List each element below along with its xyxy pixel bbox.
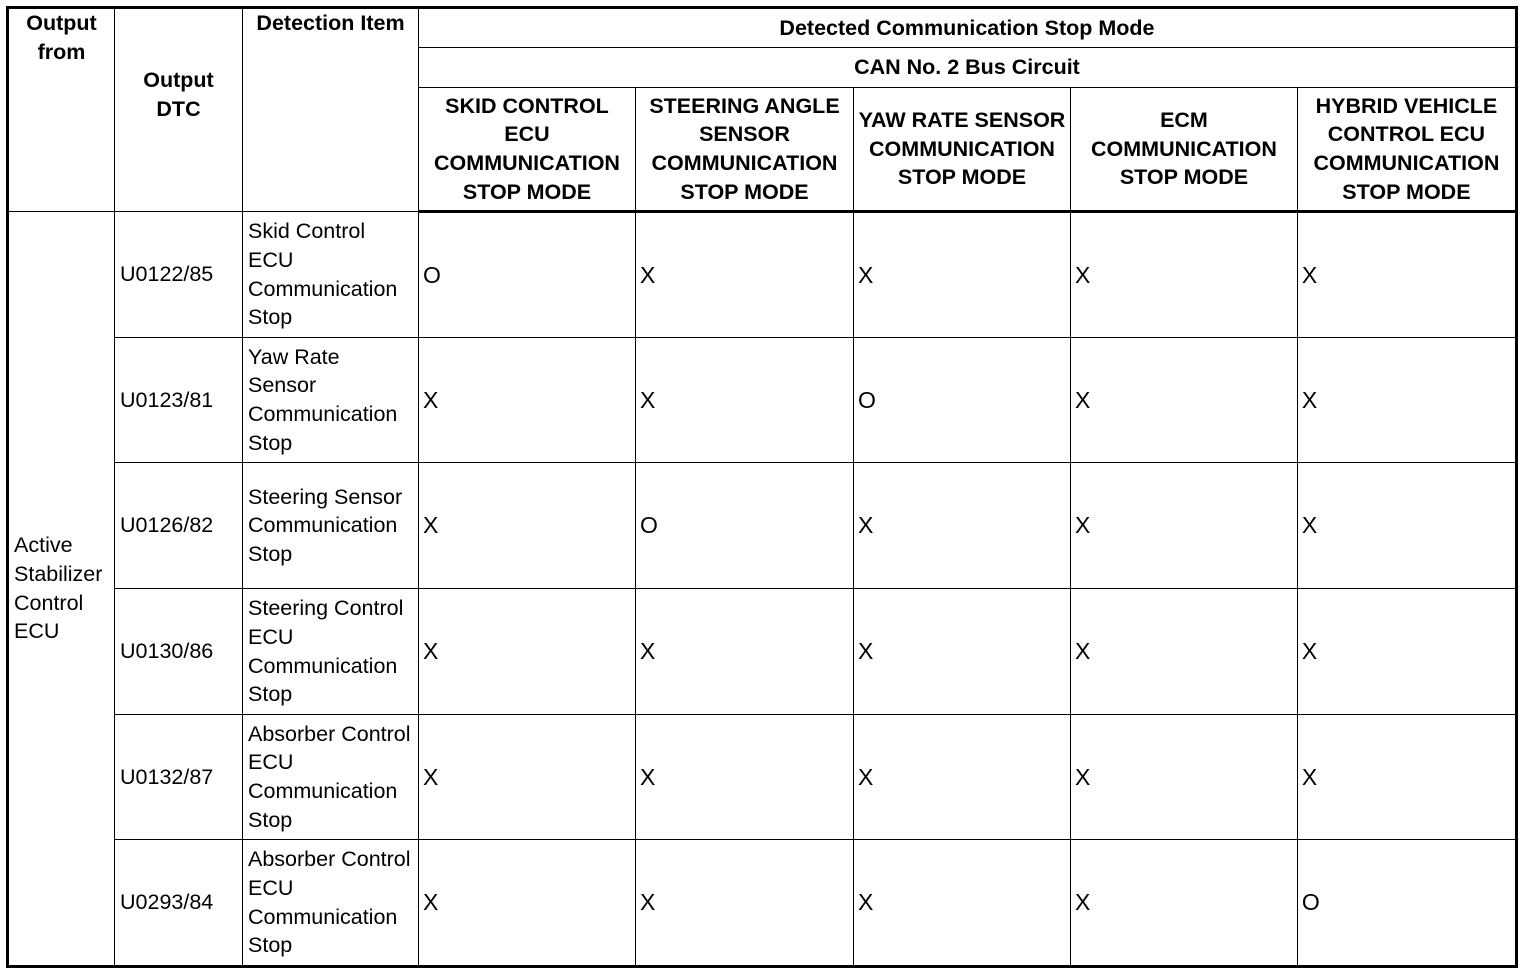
mode-mark-cell: O — [854, 338, 1071, 463]
header-detection-item: Detection Item — [243, 8, 419, 212]
mode-mark-cell: X — [1071, 463, 1298, 589]
mode-mark-cell: X — [419, 463, 636, 589]
detection-item-cell: Steering Sensor Communication Stop — [243, 463, 419, 589]
detection-item-cell: Absorber Control ECU Communication Stop — [243, 840, 419, 967]
table-row — [8, 338, 1517, 463]
mode-mark-cell: X — [419, 589, 636, 715]
mode-mark-cell: X — [636, 338, 854, 463]
header-mode-hv: HYBRID VEHICLE CONTROL ECU COMMUNICATION STOP MODE — [1297, 88, 1516, 212]
mode-mark-cell: X — [636, 589, 854, 715]
dtc-cell: U0122/85 — [115, 212, 243, 338]
header-mode-steering: STEERING ANGLE SENSOR COMMUNICATION STOP MODE — [636, 88, 854, 212]
output-from-cell: Active Stabilizer Control ECU — [8, 212, 115, 967]
mode-mark-cell: O — [1297, 840, 1516, 967]
mode-mark-cell: X — [854, 463, 1071, 589]
table-row — [8, 840, 1517, 967]
header-output-from: Output from — [8, 8, 115, 212]
mode-mark-cell: X — [1297, 715, 1516, 840]
dtc-cell: U0293/84 — [115, 840, 243, 967]
mode-mark-cell: X — [636, 840, 854, 967]
detection-item-cell: Yaw Rate Sensor Communication Stop — [243, 338, 419, 463]
detection-item-cell: Steering Control ECU Communication Stop — [243, 589, 419, 715]
table-row — [8, 715, 1517, 840]
mode-mark-cell: X — [1071, 840, 1298, 967]
mode-mark-cell: X — [1297, 589, 1516, 715]
mode-mark-cell: X — [854, 589, 1071, 715]
table-row — [8, 212, 1517, 338]
mode-mark-cell: X — [636, 212, 854, 338]
header-detected-mode: Detected Communication Stop Mode — [419, 8, 1517, 48]
mode-mark-cell: X — [419, 715, 636, 840]
mode-mark-cell: X — [1297, 212, 1516, 338]
mode-mark-cell: X — [854, 715, 1071, 840]
dtc-cell: U0126/82 — [115, 463, 243, 589]
dtc-cell: U0123/81 — [115, 338, 243, 463]
detection-item-cell: Absorber Control ECU Communication Stop — [243, 715, 419, 840]
mode-mark-cell: X — [1071, 715, 1298, 840]
dtc-cell: U0130/86 — [115, 589, 243, 715]
header-mode-yaw: YAW RATE SENSOR COMMUNICATION STOP MODE — [854, 88, 1071, 212]
mode-mark-cell: X — [1297, 463, 1516, 589]
header-output-dtc: Output DTC — [115, 8, 243, 212]
dtc-cell: U0132/87 — [115, 715, 243, 840]
mode-mark-cell: X — [1297, 338, 1516, 463]
mode-mark-cell: X — [419, 338, 636, 463]
mode-mark-cell: O — [419, 212, 636, 338]
table-row — [8, 463, 1517, 589]
mode-mark-cell: X — [1071, 338, 1298, 463]
mode-mark-cell: X — [1071, 589, 1298, 715]
mode-mark-cell: X — [1071, 212, 1298, 338]
header-mode-skid: SKID CONTROL ECU COMMUNICATION STOP MODE — [419, 88, 636, 212]
communication-stop-mode-table — [6, 6, 1518, 968]
detection-item-cell: Skid Control ECU Communication Stop — [243, 212, 419, 338]
mode-mark-cell: O — [636, 463, 854, 589]
table-row — [8, 589, 1517, 715]
mode-mark-cell: X — [854, 212, 1071, 338]
header-mode-ecm: ECM COMMUNICATION STOP MODE — [1071, 88, 1298, 212]
mode-mark-cell: X — [419, 840, 636, 967]
mode-mark-cell: X — [636, 715, 854, 840]
header-bus: CAN No. 2 Bus Circuit — [419, 48, 1517, 88]
mode-mark-cell: X — [854, 840, 1071, 967]
